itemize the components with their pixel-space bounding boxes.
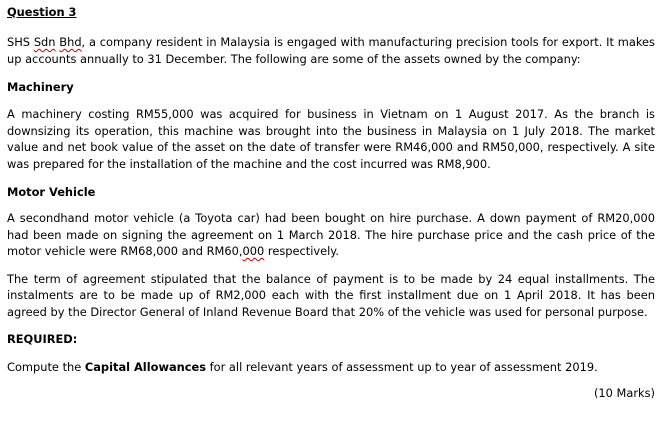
marks-label: (10 Marks) xyxy=(593,385,655,400)
spellcheck-flag-sdn: Sdn xyxy=(33,35,56,49)
mv-text-prefix: A secondhand motor vehicle (a Toyota car) had been bought on hire purchase. A down payment of RM20,000 had been made on signing the agreement on 1 March 2018. The hire purchase price and the cash price of the motor vehicle were RM68,000 and RM60, xyxy=(7,211,655,258)
spellcheck-flag-bhd: Bhd xyxy=(59,35,82,49)
spellcheck-flag-000: 000 xyxy=(242,244,265,258)
machinery-heading: Machinery xyxy=(7,80,74,94)
intro-paragraph xyxy=(7,34,655,67)
question-title: Question 3 xyxy=(7,5,77,19)
document-page xyxy=(7,4,655,401)
mv-text-suffix: respectively. xyxy=(264,244,340,258)
required-heading: REQUIRED: xyxy=(7,332,78,346)
task-prefix: Compute the xyxy=(7,360,85,374)
task-suffix: for all relevant years of assessment up to year of assessment 2019. xyxy=(206,360,598,374)
required-task xyxy=(7,359,655,376)
motor-vehicle-heading: Motor Vehicle xyxy=(7,185,96,199)
motor-vehicle-paragraph-1 xyxy=(7,210,655,260)
intro-suffix: , a company resident in Malaysia is engaged with manufacturing precision tools for export. It makes up accounts annually to 31 December. The following are some of the assets owned by the company: xyxy=(7,35,655,66)
intro-prefix: SHS xyxy=(7,35,34,49)
motor-vehicle-paragraph-2: The term of agreement stipulated that the balance of payment is to be made by 24 equal installments. The instalments are to be made up of RM2,000 each with the first installment due on 1 April 2018. It has been agreed by the Director General of Inland Revenue Board that 20% of the vehicle was used for personal purpose. xyxy=(7,271,655,319)
task-bold-term: Capital Allowances xyxy=(84,360,207,374)
machinery-paragraph: A machinery costing RM55,000 was acquired for business in Vietnam on 1 August 2017. As the branch is downsizing its operation, this machine was brought into the business in Malaysia on 1 July 2018. The market value and net book value of the asset on the date of transfer were RM46,000 and RM50,000, respectively. A site was prepared for the installation of the machine and the cost incurred was RM8,900. xyxy=(7,107,655,171)
